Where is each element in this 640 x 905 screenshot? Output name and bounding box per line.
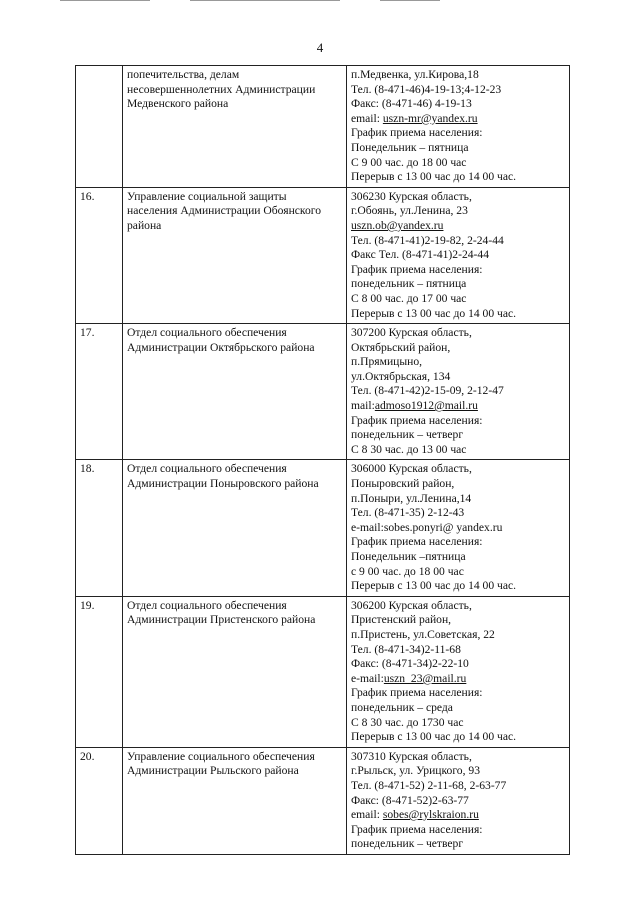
organization-name-line: Отдел социального обеспечения [127,462,287,476]
contact-line: Тел. (8-471-46)4-19-13;4-12-23 [351,82,502,96]
table-row [76,66,570,188]
scan-top-edge [60,0,580,3]
institutions-table [75,65,570,855]
contact-line: п.Прямицыно, [351,355,423,369]
contact-line: Факс: (8-471-52)2-63-77 [351,793,469,807]
email-line [351,808,565,823]
contact-line: Пристенский район, [351,613,452,627]
contact-line: понедельник – четверг [351,837,464,851]
contact-line: 306230 Курская область, [351,189,472,203]
contact-cell [347,66,570,188]
contact-line: 306200 Курская область, [351,598,472,612]
organization-name-line: Администрации Октябрьского района [127,340,315,354]
organization-name-line: населения Администрации Обоянского [127,204,322,218]
email-prefix: mail: [351,399,375,413]
organization-cell [123,187,347,323]
contact-line: График приема населения: [351,262,483,276]
row-number: 17. [76,324,123,460]
contact-line: График приема населения: [351,413,483,427]
contact-line: Тел. (8-471-52) 2-11-68, 2-63-77 [351,778,507,792]
email-link[interactable]: uszn_23@mail.ru [383,671,467,685]
contact-line: Тел. (8-471-34)2-11-68 [351,642,461,656]
contact-line: С 8 30 час. до 13 00 час [351,442,467,456]
organization-cell [123,324,347,460]
organization-cell [123,66,347,188]
contact-cell [347,187,570,323]
contact-cell [347,324,570,460]
table-body [76,66,570,855]
contact-line: понедельник – четверг [351,428,464,442]
contact-line: г.Рыльск, ул. Урицкого, 93 [351,764,480,778]
contact-line: С 8 30 час. до 1730 час [351,715,464,729]
contact-line: 306000 Курская область, [351,462,472,476]
contact-line: e-mail:sobes.ponyri@ yandex.ru [351,520,503,534]
email-link[interactable]: uszn-mr@yandex.ru [382,111,478,125]
contact-line: С 9 00 час. до 18 00 час [351,155,467,169]
contact-line: с 9 00 час. до 18 00 час [351,564,464,578]
contact-line: Тел. (8-471-41)2-19-82, 2-24-44 [351,233,504,247]
organization-name-line: Отдел социального обеспечения [127,326,287,340]
page-number: 4 [316,40,324,55]
contact-line: понедельник – пятница [351,277,467,291]
contact-line: График приема населения: [351,686,483,700]
contact-line: п.Поныри, ул.Ленина,14 [351,491,472,505]
organization-name-line: Администрации Поныровского района [127,477,319,491]
email-line [351,672,565,687]
contact-line: Октябрьский район, [351,340,451,354]
email-prefix: email: [351,808,383,822]
organization-cell [123,596,347,747]
table-row [76,187,570,323]
contact-line: График приема населения: [351,822,483,836]
organization-name-line: Управление социального обеспечения [127,749,315,763]
contact-line: Факс: (8-471-46) 4-19-13 [351,97,472,111]
contact-cell [347,596,570,747]
email-line [351,112,565,127]
organization-name-line: Администрации Пристенского района [127,613,316,627]
table-row [76,747,570,854]
email-prefix: email: [351,111,383,125]
organization-name-line: Администрации Рыльского района [127,764,299,778]
contact-line: г.Обоянь, ул.Ленина, 23 [351,204,468,218]
row-number: 16. [76,187,123,323]
row-number: 18. [76,460,123,596]
row-number [76,66,123,188]
contact-line: Перерыв с 13 00 час до 14 00 час. [351,730,517,744]
table-row [76,596,570,747]
email-line [351,219,565,234]
contact-line: Понедельник –пятница [351,550,466,563]
contact-line: График приема населения: [351,126,483,140]
row-number: 20. [76,747,123,854]
table-row [76,324,570,460]
email-prefix: e-mail: [351,671,384,685]
organization-name-line: района [127,218,162,232]
email-link[interactable]: uszn.ob@yandex.ru [351,218,444,232]
contact-line: понедельник – среда [351,700,453,714]
contact-line: п.Пристень, ул.Советская, 22 [351,627,495,641]
email-link[interactable]: admoso1912@mail.ru [374,399,478,413]
contact-line: ул.Октябрьская, 134 [351,369,451,383]
contact-line: Тел. (8-471-42)2-15-09, 2-12-47 [351,384,504,398]
email-link[interactable]: sobes@rylskraion.ru [382,808,479,822]
contact-line: Поныровский район, [351,477,455,491]
organization-name-line: несовершеннолетних Администрации [127,82,316,96]
contact-line: Перерыв с 13 00 час до 14 00 час. [351,170,517,184]
contact-line: Перерыв с 13 00 час до 14 00 час. [351,579,517,593]
organization-cell [123,747,347,854]
organization-cell [123,460,347,596]
table-row [76,460,570,596]
contact-line: Факс Тел. (8-471-41)2-24-44 [351,248,489,262]
contact-line: Перерыв с 13 00 час до 14 00 час. [351,306,517,320]
contact-line: п.Медвенка, ул.Кирова,18 [351,68,479,81]
contact-line: Понедельник – пятница [351,140,469,154]
organization-name-line: Медвенского района [127,97,229,111]
contact-cell [347,460,570,596]
contact-line: Тел. (8-471-35) 2-12-43 [351,506,465,520]
organization-name-line: Управление социальной защиты [127,189,287,203]
organization-name-line: попечительства, делам [127,68,240,81]
contact-line: Факс: (8-471-34)2-22-10 [351,657,469,671]
organization-name-line: Отдел социального обеспечения [127,598,287,612]
row-number: 19. [76,596,123,747]
contact-cell [347,747,570,854]
contact-line: График приема населения: [351,535,483,549]
contact-line: 307200 Курская область, [351,326,472,340]
email-line [351,399,565,414]
contact-line: С 8 00 час. до 17 00 час [351,291,467,305]
contact-line: 307310 Курская область, [351,749,472,763]
